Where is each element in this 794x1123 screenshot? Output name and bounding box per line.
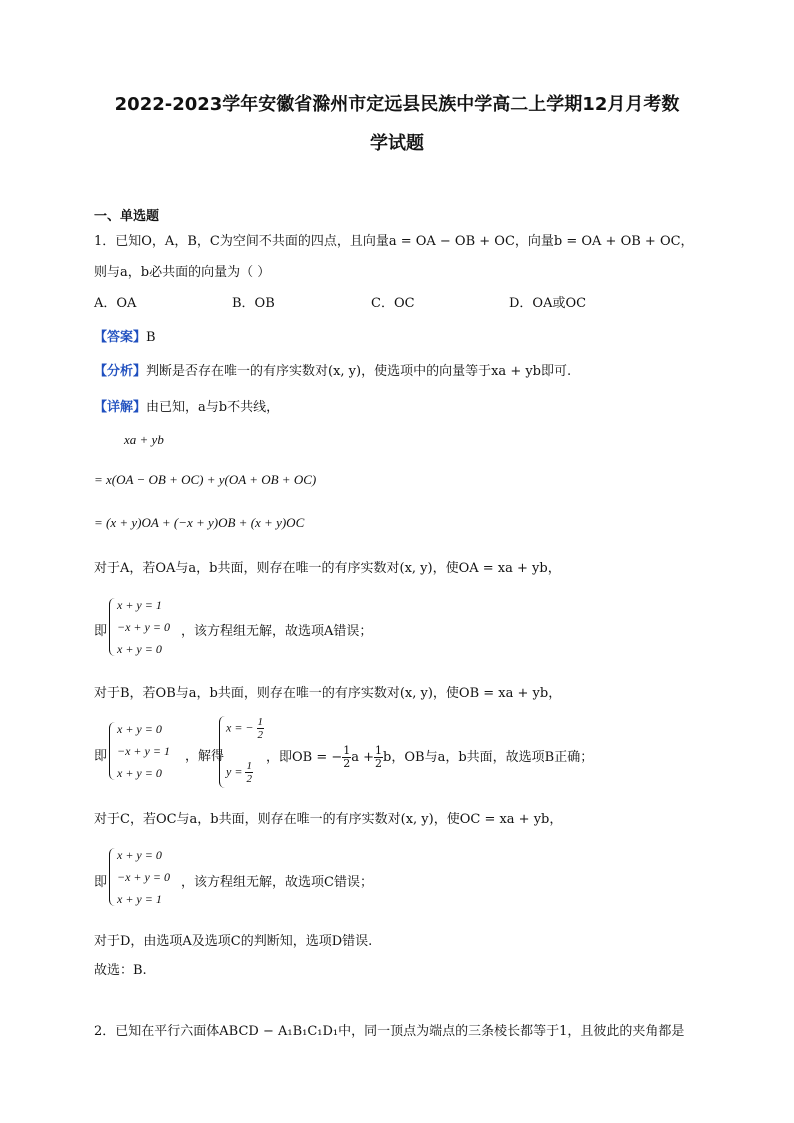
q1-option-d: D．OA或OC bbox=[509, 296, 587, 311]
fraction-numerator: 1 bbox=[343, 744, 351, 757]
doc-title-line1: 2022-2023学年安徽省滁州市定远县民族中学高二上学期12月月考数 bbox=[114, 94, 680, 115]
equation-line-3: = (x + y)OA + (−x + y)OB + (x + y)OC bbox=[94, 515, 305, 530]
q2-stem: 2．已知在平行六面体ABCD − A₁B₁C₁D₁中，同一顶点为端点的三条棱长都等于1，且彼此的夹角都是 bbox=[94, 1024, 685, 1039]
case-a-eq-3: x + y = 0 bbox=[117, 642, 162, 656]
fraction-denominator: 2 bbox=[375, 757, 383, 770]
fraction-one-half bbox=[374, 745, 383, 770]
answer-value: B bbox=[146, 330, 156, 345]
final-choice: 故选：B. bbox=[94, 963, 147, 978]
q1-stem-line1: 1．已知O，A，B，C为空间不共面的四点，且向量a = OA − OB + OC，向量b = OA + OB + OC， bbox=[94, 234, 694, 249]
fraction-numerator: 1 bbox=[375, 744, 383, 757]
case-b-solution-brace bbox=[219, 716, 226, 788]
fraction-denominator: 2 bbox=[343, 757, 351, 770]
case-b-text: 对于B，若OB与a，b共面，则存在唯一的有序实数对(x, y)，使OB = xa + yb， bbox=[94, 686, 562, 701]
case-c-eq-2: −x + y = 0 bbox=[117, 870, 170, 884]
case-a-prefix: 即 bbox=[94, 624, 108, 639]
case-c-eq-3: x + y = 1 bbox=[117, 892, 162, 906]
case-b-eq-3: x + y = 0 bbox=[117, 766, 162, 780]
answer-tag: 【答案】 bbox=[94, 330, 147, 345]
detail-text: 由已知，a与b不共线， bbox=[146, 400, 280, 415]
case-c-conclusion: ，该方程组无解，故选项C错误； bbox=[181, 875, 373, 890]
q1-stem-line2: 则与a，b必共面的向量为（ ） bbox=[94, 265, 271, 280]
case-b-post-2: a + bbox=[351, 750, 375, 765]
case-b-eq-1: x + y = 0 bbox=[117, 722, 162, 736]
fraction-one-half bbox=[257, 716, 265, 741]
analysis-text: 判断是否存在唯一的有序实数对(x, y)，使选项中的向量等于xa + yb即可. bbox=[146, 364, 572, 379]
case-a-eq-1: x + y = 1 bbox=[117, 598, 162, 612]
analysis-row bbox=[94, 360, 571, 379]
solution-x-label: x = − bbox=[226, 720, 254, 735]
fraction-denominator: 2 bbox=[246, 773, 252, 785]
fraction-numerator: 1 bbox=[246, 760, 252, 772]
case-b-solution-y bbox=[226, 760, 253, 785]
detail-tag: 【详解】 bbox=[94, 400, 147, 415]
case-a-eq-2: −x + y = 0 bbox=[117, 620, 170, 634]
case-b-solution-x bbox=[226, 716, 264, 741]
analysis-tag: 【分析】 bbox=[94, 364, 147, 379]
case-c-brace bbox=[109, 848, 116, 906]
case-b-post-1: ，即OB = − bbox=[266, 750, 343, 765]
case-b-post-3: b，OB与a，b共面，故选项B正确； bbox=[383, 750, 594, 765]
fraction-one-half bbox=[342, 745, 351, 770]
equation-line-1: xa + yb bbox=[124, 432, 164, 447]
detail-row bbox=[94, 396, 279, 415]
case-d-text: 对于D，由选项A及选项C的判断知，选项D错误. bbox=[94, 934, 373, 949]
case-b-conclusion bbox=[266, 745, 593, 770]
q1-option-a: A．OA bbox=[94, 296, 137, 311]
case-c-eq-1: x + y = 0 bbox=[117, 848, 162, 862]
equation-line-2: = x(OA − OB + OC) + y(OA + OB + OC) bbox=[94, 472, 317, 487]
fraction-one-half bbox=[245, 760, 253, 785]
case-c-prefix: 即 bbox=[94, 875, 108, 890]
case-b-prefix: 即 bbox=[94, 749, 108, 764]
case-a-conclusion: ，该方程组无解，故选项A错误； bbox=[181, 624, 373, 639]
section-heading: 一、单选题 bbox=[94, 209, 160, 224]
q1-option-c: C．OC bbox=[371, 296, 415, 311]
answer-row bbox=[94, 326, 156, 345]
fraction-numerator: 1 bbox=[257, 716, 264, 728]
q1-option-b: B．OB bbox=[232, 296, 275, 311]
solution-y-label: y = bbox=[226, 764, 243, 779]
case-b-eq-2: −x + y = 1 bbox=[117, 744, 170, 758]
case-a-text: 对于A，若OA与a，b共面，则存在唯一的有序实数对(x, y)，使OA = xa + yb， bbox=[94, 561, 561, 576]
case-b-brace bbox=[109, 722, 116, 780]
case-a-brace bbox=[109, 598, 116, 656]
case-c-text: 对于C，若OC与a，b共面，则存在唯一的有序实数对(x, y)，使OC = xa + yb， bbox=[94, 812, 563, 827]
fraction-denominator: 2 bbox=[257, 729, 264, 741]
doc-title-line2: 学试题 bbox=[370, 133, 424, 154]
case-b-solve-label: ，解得 bbox=[185, 749, 225, 764]
